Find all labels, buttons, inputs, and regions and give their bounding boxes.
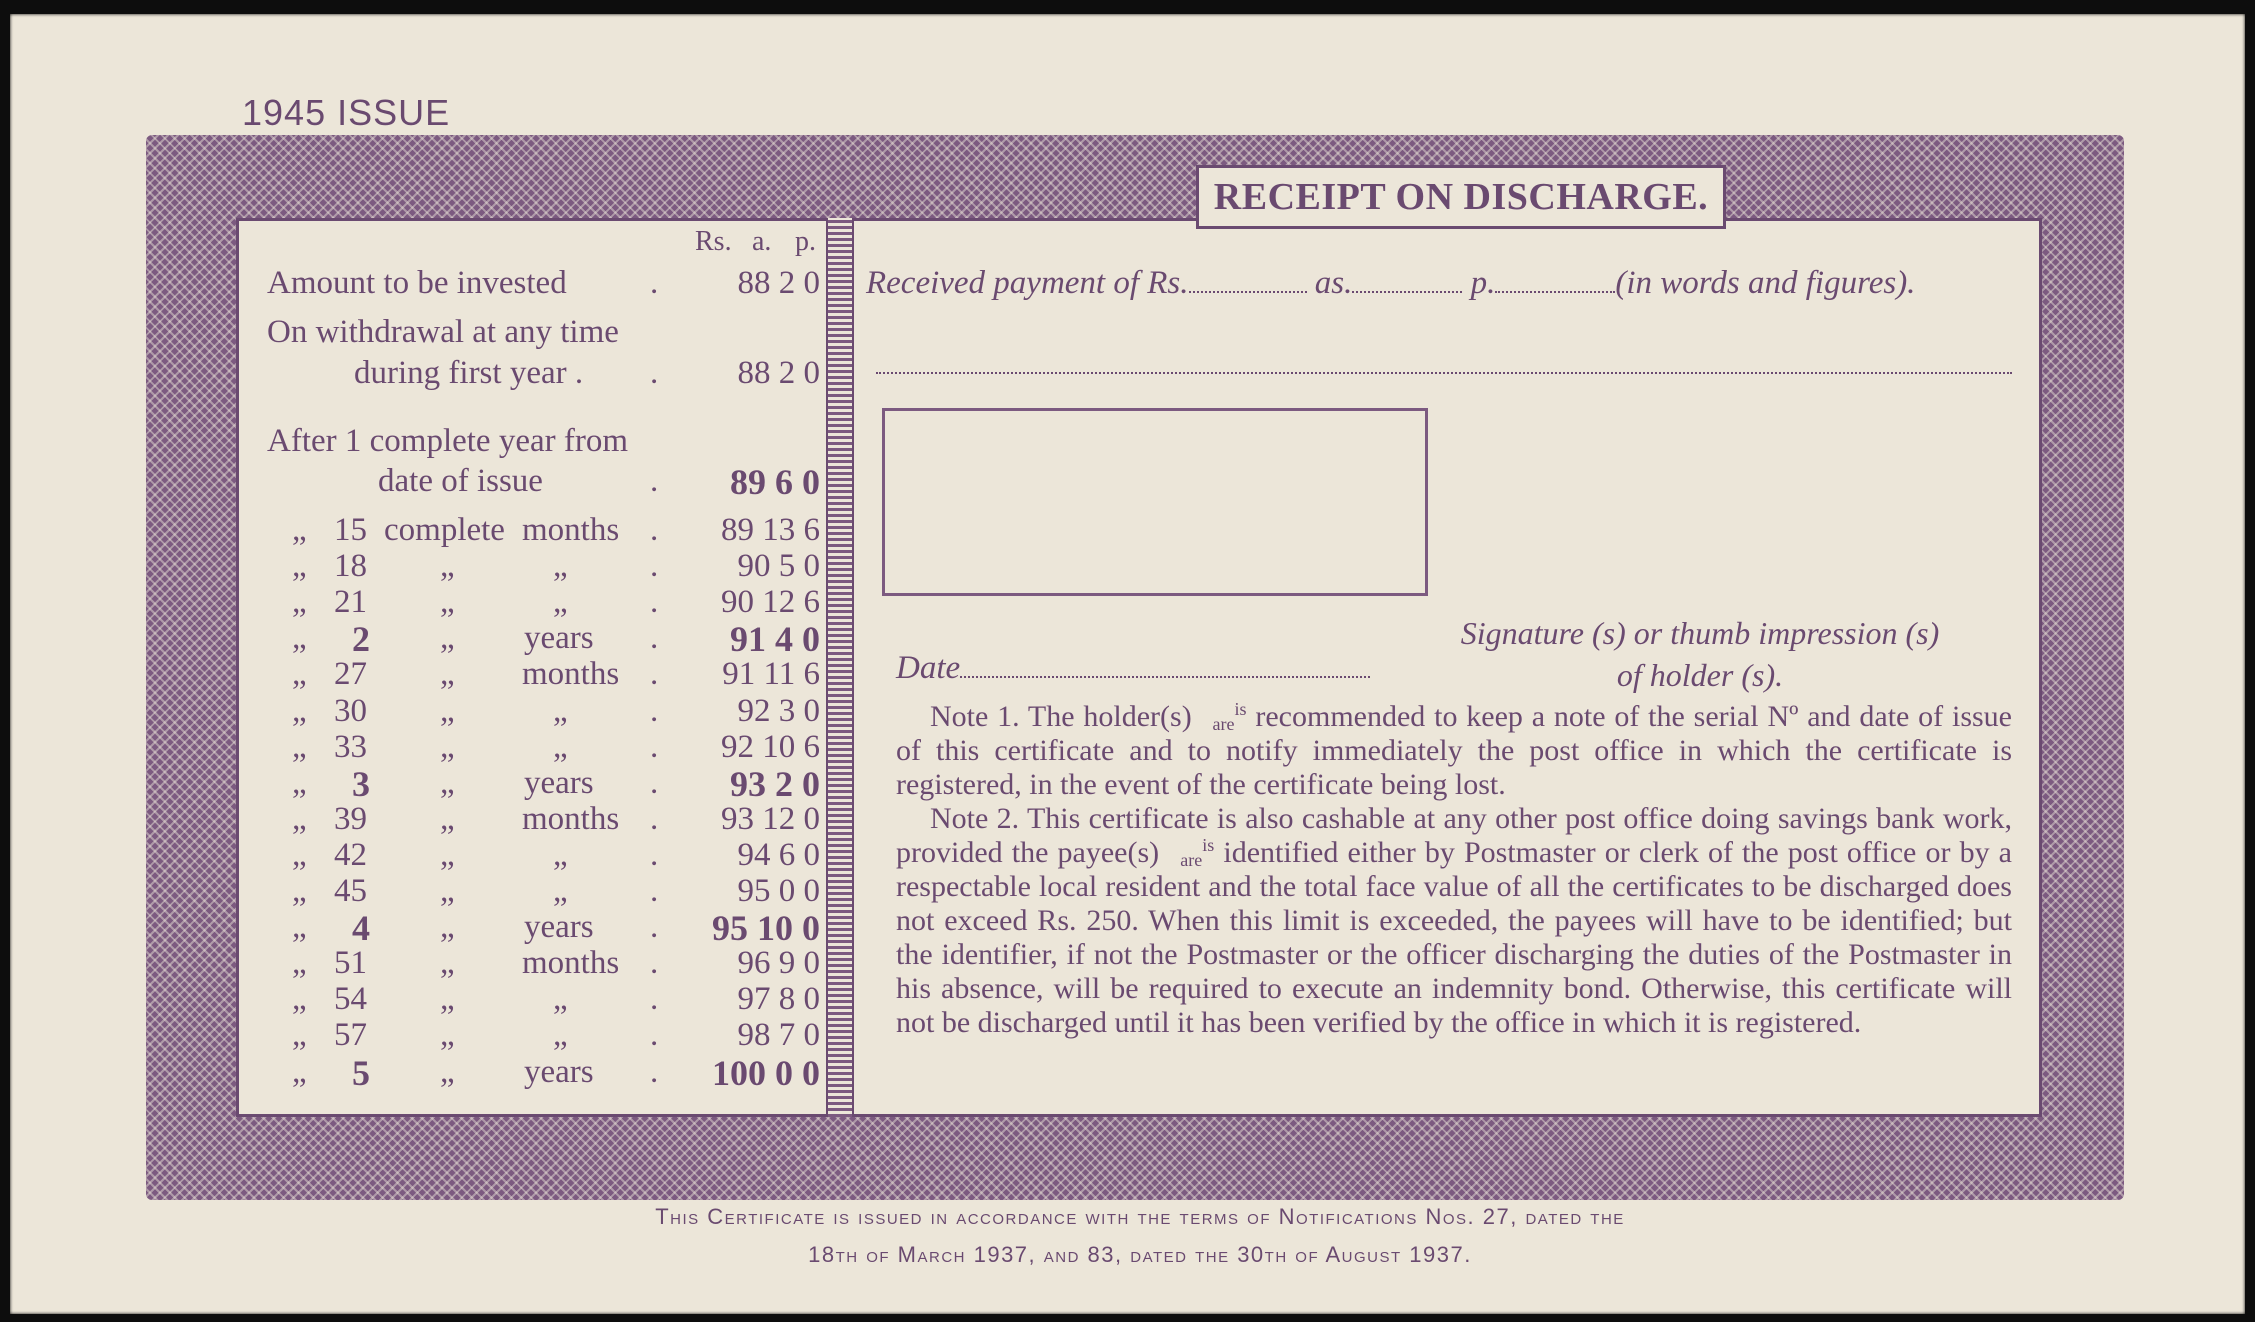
row-value: 98 7 0 [737, 1017, 820, 1053]
leader-dot: . [650, 837, 659, 873]
row-period-unit: „ [553, 548, 568, 584]
row-period-unit: „ [553, 837, 568, 873]
row-period-unit: „ [553, 584, 568, 620]
row-period-number: 2 [352, 619, 370, 659]
row-period-unit: months [522, 801, 620, 837]
row-period-mid: „ [440, 981, 455, 1017]
row-period-unit: years [524, 1054, 594, 1090]
withdraw-label-2: during first year . [354, 355, 584, 391]
leader-dot: . [650, 355, 659, 391]
row-ditto-prefix: „ [292, 981, 307, 1017]
footer-line-2: 18th of March 1937, and 83, dated the 30th of August 1937. [808, 1242, 1472, 1267]
row-period-number: 30 [334, 693, 367, 729]
row-period-mid: „ [440, 945, 455, 981]
leader-dot: . [650, 548, 659, 584]
note-2-end: identified either by Postmaster or clerk of the post office or by a respectable local resident and the total face value of all the certificates to be discharged does not exceed Rs. 250. When this limit is exceeded, the payees will have to be identified; but the identifier, if not the Postmaster or the officer discharging the duties of the Postmaster in his absence, will be required to execute an indemnity bond. Otherwise, this certificate will not be discharged until it has been verified by the office in which it is registered. [896, 836, 2012, 1039]
row-value: 90 12 6 [721, 584, 820, 620]
amount-label: Amount to be invested [267, 265, 567, 301]
row-period-mid: „ [440, 909, 455, 945]
row-period-number: 54 [334, 981, 367, 1017]
row-value: 95 0 0 [737, 873, 820, 909]
row-period-unit: years [524, 620, 594, 656]
row-value: 89 13 6 [721, 512, 820, 548]
after-label-1: After 1 complete year from [267, 423, 629, 459]
row-period-mid: „ [440, 548, 455, 584]
leader-dot: . [650, 656, 659, 692]
row-value: 97 8 0 [737, 981, 820, 1017]
row-period-mid: „ [440, 873, 455, 909]
words-label: (in words and figures). [1615, 265, 1916, 301]
row-period-number: 4 [352, 908, 370, 948]
row-period-unit: „ [553, 981, 568, 1017]
date-line [896, 650, 1370, 687]
row-period-number: 42 [334, 837, 367, 873]
fraction-is: is [1202, 835, 1215, 855]
after-value: 89 6 0 [730, 462, 820, 502]
row-period-number: 33 [334, 729, 367, 765]
rupees-blank[interactable] [1189, 291, 1307, 293]
receipt-title-text: RECEIPT ON DISCHARGE. [1213, 176, 1709, 218]
leader-dot: . [650, 584, 659, 620]
leader-dot: . [650, 909, 659, 945]
row-period-unit: „ [553, 873, 568, 909]
leader-dot: . [650, 729, 659, 765]
annas-blank[interactable] [1352, 291, 1462, 293]
row-period-number: 27 [334, 656, 367, 692]
row-period-number: 39 [334, 801, 367, 837]
after-label-2: date of issue [378, 463, 543, 499]
row-ditto-prefix: „ [292, 584, 307, 620]
row-period-unit: years [524, 765, 594, 801]
note-1 [896, 700, 2012, 802]
date-label: Date [896, 650, 961, 686]
as-label: as. [1314, 265, 1353, 301]
note-1-start: Note 1. The holder(s) [930, 700, 1201, 733]
row-period-mid: „ [440, 801, 455, 837]
pies-blank[interactable] [1495, 291, 1615, 293]
row-period-mid: complete [384, 512, 505, 548]
row-period-number: 18 [334, 548, 367, 584]
row-period-mid: „ [440, 584, 455, 620]
row-value: 93 12 0 [721, 801, 820, 837]
leader-dot: . [650, 512, 659, 548]
is-are-fraction [1168, 835, 1215, 870]
row-ditto-prefix: „ [292, 909, 307, 945]
row-ditto-prefix: „ [292, 765, 307, 801]
row-ditto-prefix: „ [292, 729, 307, 765]
p-label: p. [1470, 265, 1496, 301]
row-period-mid: „ [440, 693, 455, 729]
leader-dot: . [650, 801, 659, 837]
row-period-mid: „ [440, 620, 455, 656]
col-header-rs: Rs. [695, 226, 732, 257]
row-ditto-prefix: „ [292, 1054, 307, 1090]
row-value: 90 5 0 [737, 548, 820, 584]
fraction-is: is [1234, 699, 1247, 719]
signature-line-2: of holder (s). [1616, 657, 1784, 693]
col-header-p: p. [795, 226, 816, 257]
row-ditto-prefix: „ [292, 512, 307, 548]
row-ditto-prefix: „ [292, 548, 307, 584]
row-period-mid: „ [440, 837, 455, 873]
words-blank-line[interactable] [876, 348, 2012, 374]
leader-dot: . [650, 265, 659, 301]
row-period-unit: „ [553, 729, 568, 765]
leader-dot: . [650, 873, 659, 909]
leader-dot: . [650, 620, 659, 656]
amount-value: 88 2 0 [737, 265, 820, 301]
signature-caption [1400, 612, 2000, 696]
row-ditto-prefix: „ [292, 837, 307, 873]
row-value: 94 6 0 [737, 837, 820, 873]
leader-dot: . [650, 765, 659, 801]
leader-dot: . [650, 981, 659, 1017]
row-period-unit: „ [553, 1017, 568, 1053]
fraction-are: are [1212, 714, 1235, 734]
leader-dot: . [650, 693, 659, 729]
signature-line-1: Signature (s) or thumb impression (s) [1460, 615, 1940, 651]
row-period-mid: „ [440, 765, 455, 801]
stamp-box [882, 408, 1428, 596]
receipt-title [1196, 165, 1726, 229]
fraction-are: are [1180, 850, 1203, 870]
row-ditto-prefix: „ [292, 656, 307, 692]
row-period-number: 57 [334, 1017, 367, 1053]
row-value: 93 2 0 [730, 764, 820, 804]
note-2 [896, 802, 2012, 1040]
col-header-a: a. [752, 226, 772, 257]
column-divider [826, 218, 854, 1117]
footer-notice [300, 1198, 1980, 1274]
withdraw-label-1: On withdrawal at any time [267, 314, 619, 350]
row-ditto-prefix: „ [292, 693, 307, 729]
leader-dot: . [650, 1054, 659, 1090]
received-label: Received payment of Rs. [866, 265, 1189, 301]
leader-dot: . [650, 1017, 659, 1053]
row-period-number: 51 [334, 945, 367, 981]
row-ditto-prefix: „ [292, 873, 307, 909]
row-period-unit: months [522, 945, 620, 981]
row-value: 91 4 0 [730, 619, 820, 659]
row-ditto-prefix: „ [292, 945, 307, 981]
row-value: 100 0 0 [712, 1053, 820, 1093]
row-value: 96 9 0 [737, 945, 820, 981]
row-period-unit: „ [553, 693, 568, 729]
withdraw-value: 88 2 0 [737, 355, 820, 391]
footer-line-1: This Certificate is issued in accordance with the terms of Notifications Nos. 27, dated the [655, 1204, 1625, 1229]
row-period-number: 3 [352, 764, 370, 804]
row-period-number: 15 [334, 512, 367, 548]
row-value: 92 10 6 [721, 729, 820, 765]
row-period-number: 45 [334, 873, 367, 909]
row-period-unit: years [524, 909, 594, 945]
row-period-number: 21 [334, 584, 367, 620]
row-period-mid: „ [440, 1017, 455, 1053]
note-1-end: recommended to keep a note of the serial Nº and date of issue of this certificate and to notify immediately the post office in which the certificate is registered, in the event of the certificate being lost. [896, 700, 2012, 801]
received-line [866, 265, 1915, 302]
date-blank[interactable] [960, 676, 1370, 678]
row-period-unit: months [522, 656, 620, 692]
leader-dot: . [650, 463, 659, 499]
row-ditto-prefix: „ [292, 801, 307, 837]
row-period-mid: „ [440, 729, 455, 765]
row-period-mid: „ [440, 656, 455, 692]
row-period-mid: „ [440, 1054, 455, 1090]
notes-section [896, 700, 2012, 1040]
row-ditto-prefix: „ [292, 620, 307, 656]
is-are-fraction [1201, 699, 1247, 734]
issue-label: 1945 ISSUE [242, 92, 451, 133]
row-value: 91 11 6 [722, 656, 820, 692]
note-2-start: Note 2. This certificate is also cashable at any other post office doing savings bank work, provided the payee(s) [896, 802, 2012, 869]
row-ditto-prefix: „ [292, 1017, 307, 1053]
row-value: 92 3 0 [737, 693, 820, 729]
row-period-unit: months [522, 512, 620, 548]
row-value: 95 10 0 [712, 908, 820, 948]
row-period-number: 5 [352, 1053, 370, 1093]
leader-dot: . [650, 945, 659, 981]
